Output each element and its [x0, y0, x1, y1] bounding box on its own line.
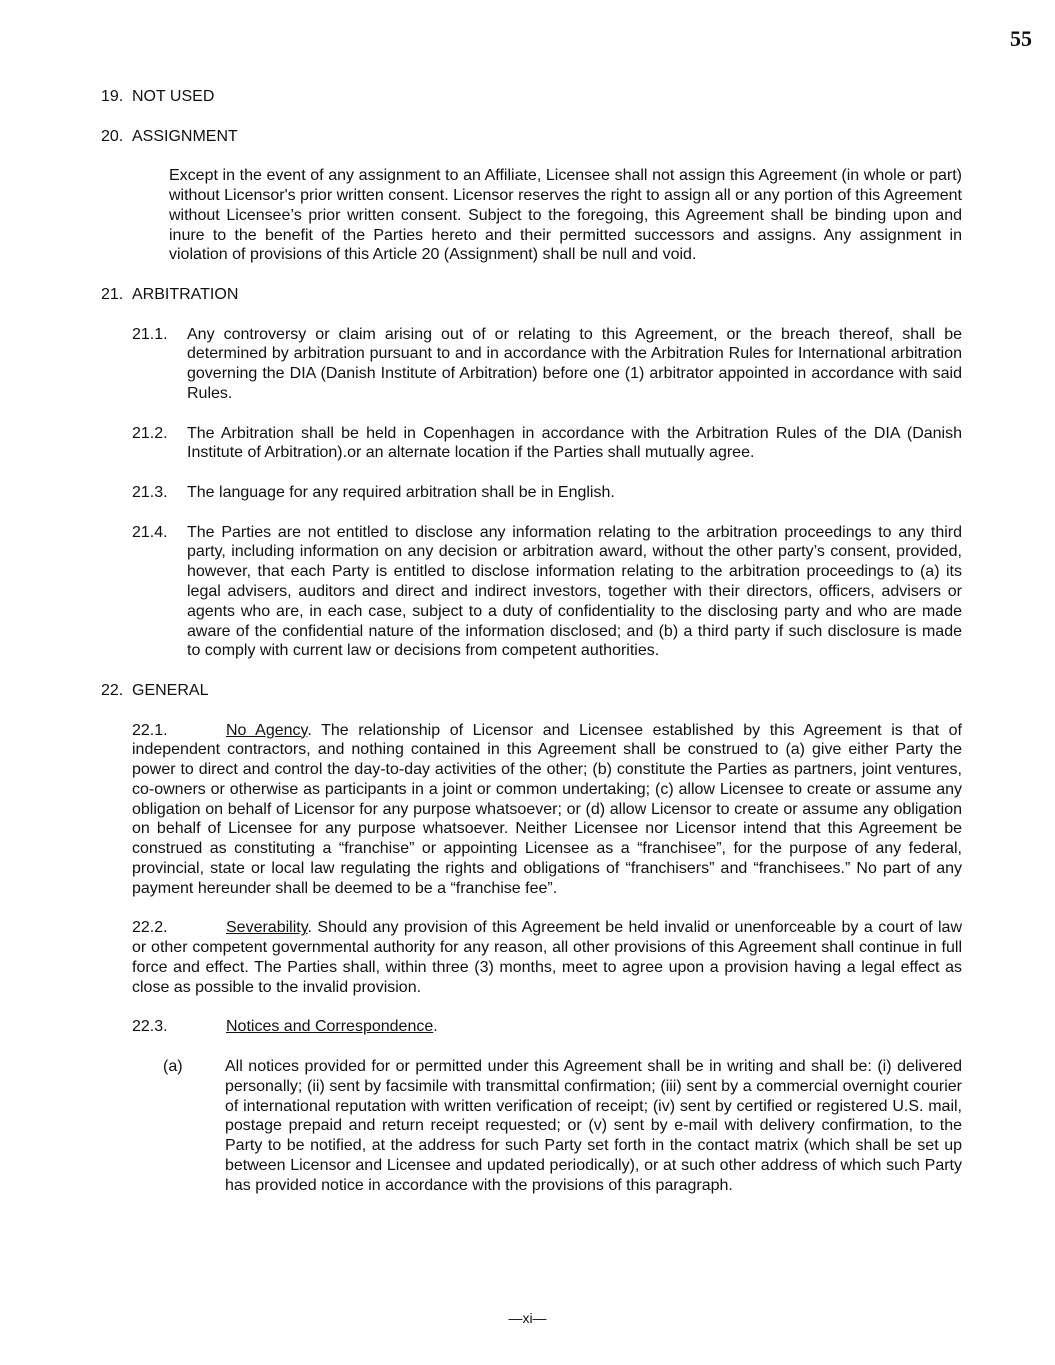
- assignment-paragraph: Except in the event of any assignment to an Affiliate, Licensee shall not assign this Agreement (in whole or part) without Licensor's prior written consent. Licensor reserves the right to assign all or any portion of this Agreement without Licensee’s prior written consent. Subject to the foregoing, this Agreement shall be binding upon and inure to the benefit of the Parties hereto and their permitted successors and assigns. Any assignment in violation of provisions of this Article 20 (Assignment) shall be null and void.: [169, 167, 962, 264]
- section-heading-19: [101, 87, 962, 107]
- clause-text: Any controversy or claim arising out of or relating to this Agreement, or the breach thereof, shall be determined by arbitration pursuant to and in accordance with the Arbitration Rules for International arbitration governing the DIA (Danish Institute of Arbitration) before one (1) arbitrator appointed in accordance with said Rules.: [187, 325, 962, 402]
- clause-21-3: [132, 483, 962, 503]
- clause-text: The Arbitration shall be held in Copenhagen in accordance with the Arbitration Rules of the DIA (Danish Institute of Arbitration).or an alternate location if the Parties shall mutually agree.: [187, 424, 962, 462]
- section-title: NOT USED: [132, 88, 215, 105]
- section-title: ARBITRATION: [132, 285, 239, 303]
- clause-text: The language for any required arbitration shall be in English.: [187, 483, 615, 501]
- section-number: 21.: [101, 285, 124, 303]
- clause-number: 22.1.: [132, 721, 168, 739]
- clause-21-2: [132, 424, 962, 464]
- section-number: 19.: [101, 88, 124, 105]
- clause-text: . The relationship of Licensor and Licensee established by this Agreement is that of independent contractors, and nothing contained in this Agreement shall be construed to (a) give either Party the power to direct and control the day-to-day activities of the other; (b) constitute the Parties as partners, joint ventures, co-owners or otherwise as participants in a joint or common undertaking; (c) allow Licensee to create or assume any obligation on behalf of Licensor for any purpose whatsoever; or (d) allow Licensor to create or assume any obligation on behalf of Licensee for any purpose whatsoever. Neither Licensee nor Licensor intend that this Agreement be construed as constituting a “franchise” or appointing Licensee as a “franchisee”, for the purpose of any federal, provincial, state or local law regulating the rights and obligations of “franchisers” and “franchisees.” No part of any payment hereunder shall be deemed to be a “franchise fee”.: [132, 721, 962, 897]
- document-body: [101, 87, 962, 1196]
- clause-text: .: [433, 1018, 438, 1036]
- section-number: 20.: [101, 127, 124, 145]
- clause-number: 22.2.: [132, 919, 168, 937]
- page-footer: —xi—: [508, 1310, 547, 1326]
- clause-number: 21.2.: [132, 424, 168, 442]
- clause-number: 21.4.: [132, 523, 168, 541]
- section-heading-22: [101, 681, 962, 701]
- section-title: ASSIGNMENT: [132, 127, 238, 145]
- subclause-a: [163, 1057, 962, 1196]
- clause-21-4: [132, 523, 962, 662]
- clause-text: . Should any provision of this Agreement be held invalid or unenforceable by a court of law or other competent governmental authority for any reason, all other provisions of this Agreement shall continue in full force and effect. The Parties shall, within three (3) months, meet to agree upon a provision having a legal effect as close as possible to the invalid provision.: [132, 919, 962, 996]
- clause-22-2: [132, 918, 962, 997]
- section-number: 22.: [101, 681, 124, 699]
- section-title: GENERAL: [132, 681, 209, 699]
- subclause-text: All notices provided for or permitted under this Agreement shall be in writing and shall be: (i) delivered personally; (ii) sent by facsimile with transmittal confirmation; (iii) sent by a commercial overnight courier of international reputation with written verification of receipt; (iv) sent by certified or registered U.S. mail, postage prepaid and return receipt requested; or (v) sent by e-mail with delivery confirmation, to the Party to be notified, at the address for such Party set forth in the contact matrix (which shall be set up between Licensor and Licensee and updated periodically), or at such other address of which such Party has provided notice in accordance with the provisions of this paragraph.: [225, 1058, 962, 1194]
- clause-number: 22.3.: [132, 1018, 168, 1036]
- clause-heading: Notices and Correspondence: [226, 1018, 434, 1036]
- clause-text: The Parties are not entitled to disclose any information relating to the arbitration proceedings to any third party, including information on any decision or arbitration award, without the other party’s consent, provided, however, that each Party is entitled to disclose information relating to the arbitration proceedings to (a) its legal advisers, auditors and direct and indirect investors, together with their directors, officers, advisers or agents who are, in each case, subject to a duty of confidentiality to the disclosing party and who are made aware of the confidential nature of the information disclosed; and (b) a third party if such disclosure is made to comply with current law or decisions from competent authorities.: [187, 523, 962, 660]
- subclause-label: (a): [163, 1058, 183, 1076]
- clause-heading: No Agency: [226, 721, 308, 739]
- clause-heading: Severability: [226, 919, 308, 937]
- page-number: 55: [1010, 26, 1032, 51]
- clause-number: 21.1.: [132, 325, 168, 343]
- clause-22-3: [132, 1017, 962, 1037]
- section-heading-20: [101, 127, 962, 147]
- clause-21-1: [132, 325, 962, 404]
- clause-number: 21.3.: [132, 483, 168, 501]
- clause-22-1: [132, 721, 962, 899]
- section-heading-21: [101, 285, 962, 305]
